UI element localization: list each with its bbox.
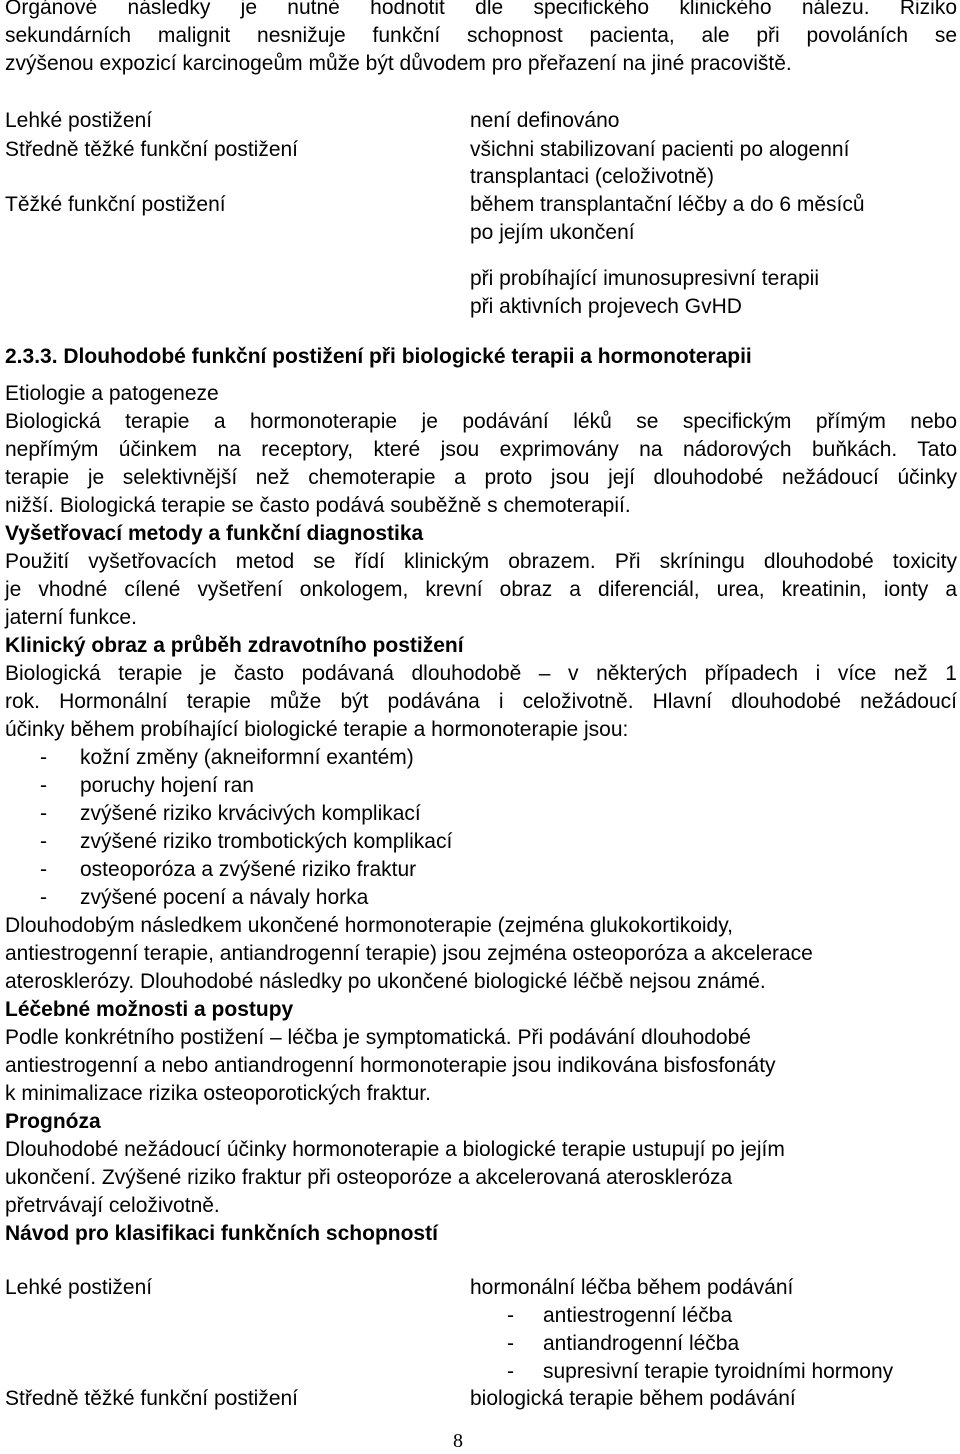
table2-right-biological: biologická terapie během podávání	[470, 1387, 796, 1410]
prognosis-line: Dlouhodobé nežádoucí účinky hormonoterapie a biologické terapie ustupují po jejím	[5, 1138, 785, 1161]
treatment-heading: Léčebné možnosti a postupy	[5, 998, 294, 1021]
table2-left-moderate: Středně těžké funkční postižení	[5, 1387, 299, 1410]
table1-right: není definováno	[470, 109, 620, 132]
dash-marker: -	[507, 1332, 514, 1355]
classification-heading: Návod pro klasifikaci funkčních schopností	[5, 1222, 438, 1245]
table1-right: po jejím ukončení	[470, 221, 635, 244]
dash-marker: -	[40, 746, 47, 769]
table1-right: transplantaci (celoživotně)	[470, 165, 714, 188]
etiology-line: nižší. Biologická terapie se často podává souběžně s chemoterapií.	[5, 494, 631, 517]
table2-sub-item: - supresivní terapie tyroidními hormony	[5, 1358, 957, 1386]
intro-line: zvýšenou expozicí karcinogeům může být důvodem pro přeřazení na jiné pracoviště.	[5, 52, 792, 75]
section-heading: 2.3.3. Dlouhodobé funkční postižení při biologické terapii a hormonoterapii	[5, 345, 752, 368]
methods-line: je vhodné cílené vyšetření onkologem, krevní obraz a diferenciál, urea, kreatinin, ionty a	[5, 578, 957, 601]
prognosis-line: přetrvávají celoživotně.	[5, 1194, 220, 1217]
etiology-line: Biologická terapie a hormonoterapie je podávání léků se specifickým přímým nebo	[5, 410, 957, 433]
list-item: - zvýšené pocení a návaly horka	[5, 884, 605, 912]
after-line: Dlouhodobým následkem ukončené hormonoterapie (zejména glukokortikoidy,	[5, 914, 734, 937]
table1-right: při aktivních projevech GvHD	[470, 295, 742, 318]
treatment-line: k minimalizace rizika osteoporotických fraktur.	[5, 1082, 431, 1105]
table2-left-mild: Lehké postižení	[5, 1276, 153, 1299]
intro-line: sekundárních malignit nesnižuje funkční schopnost pacienta, ale při povoláních se	[5, 24, 957, 47]
prognosis-line: ukončení. Zvýšené riziko fraktur při osteoporóze a akcelerovaná ateroskleróza	[5, 1166, 733, 1189]
list-item: - zvýšené riziko trombotických komplikací	[5, 828, 605, 856]
table2-right-hormonal: hormonální léčba během podávání	[470, 1276, 794, 1299]
list-item: - kožní změny (akneiformní exantém)	[5, 744, 605, 772]
intro-line: Orgánové následky je nutné hodnotit dle specifického klinického nálezu. Riziko	[5, 0, 957, 19]
methods-line: jaterní funkce.	[5, 606, 137, 629]
clinical-heading: Klinický obraz a průběh zdravotního postižení	[5, 634, 464, 657]
table2-sub-item: - antiestrogenní léčba	[5, 1302, 957, 1330]
table1-right: při probíhající imunosupresivní terapii	[470, 267, 820, 290]
clinical-line: rok. Hormonální terapie může být podávána i celoživotně. Hlavní dlouhodobé nežádoucí	[5, 690, 957, 713]
clinical-line: účinky během probíhající biologické terapie a hormonoterapie jsou:	[5, 718, 629, 741]
after-line: antiestrogenní terapie, antiandrogenní terapie) jsou zejména osteoporóza a akcelerace	[5, 942, 813, 965]
table1-right: všichni stabilizovaní pacienti po alogenní	[470, 138, 850, 161]
page-number: 8	[453, 1430, 463, 1452]
etiology-line: nepřímým účinkem na receptory, které jsou exprimovány na nádorových buňkách. Tato	[5, 438, 957, 461]
list-item: - osteoporóza a zvýšené riziko fraktur	[5, 856, 605, 884]
dash-marker: -	[507, 1360, 514, 1383]
dash-marker: -	[40, 830, 47, 853]
table1-left-severe: Těžké funkční postižení	[5, 193, 226, 216]
table1-left-mild: Lehké postižení	[5, 109, 153, 132]
etiology-line: terapie je selektivnější než chemoterapie a proto jsou její dlouhodobé nežádoucí účinky	[5, 466, 957, 489]
list-item: - poruchy hojení ran	[5, 772, 605, 800]
methods-heading: Vyšetřovací metody a funkční diagnostika	[5, 522, 424, 545]
prognosis-heading: Prognóza	[5, 1110, 101, 1133]
table1-left-moderate: Středně těžké funkční postižení	[5, 138, 299, 161]
dash-marker: -	[40, 886, 47, 909]
treatment-line: antiestrogenní a nebo antiandrogenní hormonoterapie jsou indikována bisfosfonáty	[5, 1054, 776, 1077]
table2-sub-item: - antiandrogenní léčba	[5, 1330, 957, 1358]
clinical-line: Biologická terapie je často podávaná dlouhodobě – v některých případech i více než 1	[5, 662, 957, 685]
dash-marker: -	[507, 1304, 514, 1327]
treatment-line: Podle konkrétního postižení – léčba je symptomatická. Při podávání dlouhodobé	[5, 1026, 751, 1049]
table1-right: během transplantační léčby a do 6 měsíců	[470, 193, 865, 216]
dash-marker: -	[40, 858, 47, 881]
etiology-heading: Etiologie a patogeneze	[5, 382, 219, 405]
methods-line: Použití vyšetřovacích metod se řídí klinickým obrazem. Při skríningu dlouhodobé toxicity	[5, 550, 957, 573]
dash-marker: -	[40, 774, 47, 797]
after-line: aterosklerózy. Dlouhodobé následky po ukončené biologické léčbě nejsou známé.	[5, 970, 766, 993]
list-item: - zvýšené riziko krvácivých komplikací	[5, 800, 605, 828]
dash-marker: -	[40, 802, 47, 825]
